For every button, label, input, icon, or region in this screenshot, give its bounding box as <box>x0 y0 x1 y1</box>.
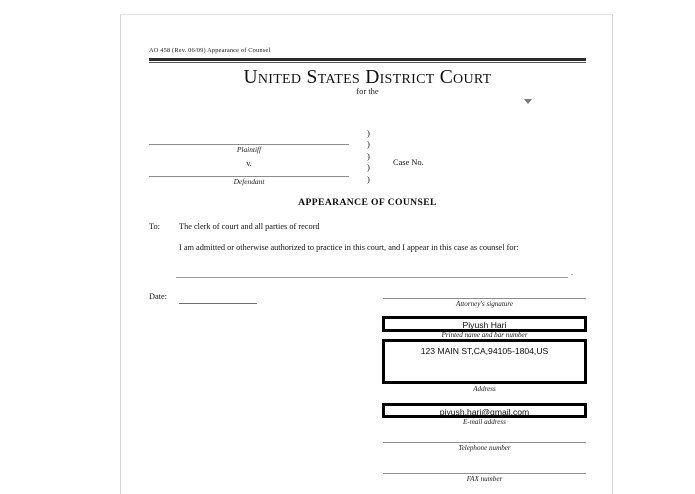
fax-rule[interactable] <box>383 473 586 474</box>
email-value: piyush.hari@gmail.com <box>439 407 530 417</box>
form-number-header: AO 458 (Rev. 06/09) Appearance of Counsel <box>149 47 271 54</box>
admission-statement: I am admitted or otherwise authorized to practice in this court, and I appear in this case as counsel for: <box>179 243 519 252</box>
date-input-rule[interactable] <box>179 303 257 304</box>
document-page <box>120 14 613 494</box>
paren-4: ) <box>367 162 370 173</box>
district-select[interactable] <box>311 95 541 109</box>
date-label: Date: <box>149 292 167 301</box>
for-the-label: for the <box>356 86 379 96</box>
paren-3: ) <box>367 150 370 161</box>
caption-parenthesis-column <box>367 128 379 185</box>
printed-name-value: Piyush Hari <box>462 320 507 330</box>
plaintiff-label: Plaintiff <box>236 145 262 154</box>
address-value: 123 MAIN ST,CA,94105-1804,US <box>420 346 549 356</box>
to-label: To: <box>149 222 160 231</box>
telephone-rule[interactable] <box>383 442 586 443</box>
defendant-label: Defendant <box>233 177 265 186</box>
fax-caption: FAX number <box>466 475 503 483</box>
versus-label: v. <box>246 159 252 168</box>
attorney-signature-rule[interactable] <box>383 298 586 299</box>
paren-2: ) <box>367 139 370 150</box>
party-input-rule[interactable] <box>176 277 568 278</box>
attorney-signature-caption: Attorney's signature <box>455 300 513 308</box>
case-caption-block <box>149 128 586 190</box>
page-content <box>121 15 612 494</box>
printed-name-caption: Printed name and bar number <box>441 331 528 339</box>
to-recipient-text: The clerk of court and all parties of record <box>179 222 320 231</box>
chevron-down-icon <box>524 99 532 104</box>
address-field[interactable] <box>383 340 586 383</box>
court-title: United States District Court <box>243 67 492 88</box>
paren-5: ) <box>367 173 370 184</box>
telephone-caption: Telephone number <box>458 444 511 452</box>
printed-name-field[interactable] <box>383 317 586 331</box>
paren-1: ) <box>367 128 370 138</box>
document-title: APPEARANCE OF COUNSEL <box>298 197 437 208</box>
email-field[interactable] <box>383 404 586 417</box>
header-rule-thick <box>149 58 586 61</box>
header-rule-thin <box>149 62 586 63</box>
address-caption: Address <box>473 385 496 393</box>
sentence-period: . <box>571 268 574 277</box>
email-caption: E-mail address <box>463 418 506 426</box>
case-number-label: Case No. <box>393 158 424 167</box>
